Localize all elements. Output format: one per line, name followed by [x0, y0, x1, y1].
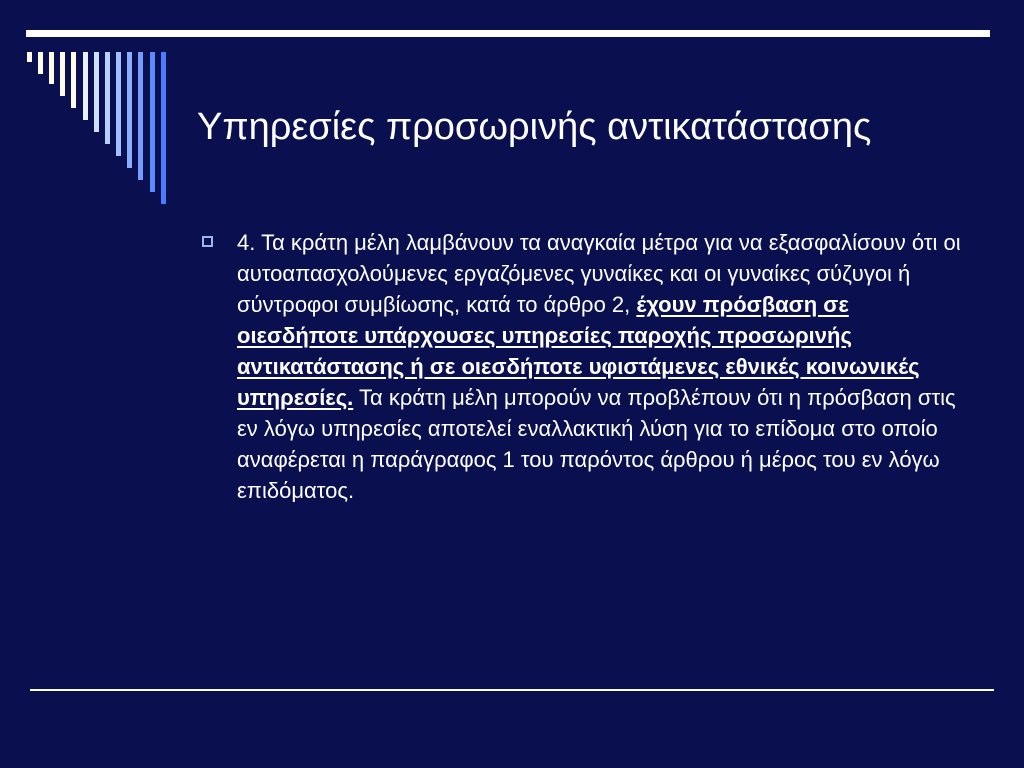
stripe — [150, 52, 155, 192]
stripe — [105, 52, 110, 144]
stripe — [71, 52, 76, 108]
stripe — [60, 52, 65, 96]
stripe — [49, 52, 54, 84]
bottom-rule — [30, 689, 994, 691]
emphasized-phrase: έχουν πρόσβαση σε οιεσδήποτε υπάρχουσες υπηρεσίες παροχής προσωρινής αντικατάστασης ή σε οιεσδήποτε υφιστάμενες εθνικές κοινωνικές υπηρεσίες. — [237, 292, 920, 410]
stripe — [116, 52, 121, 156]
slide-title: Υπηρεσίες προσωρινής αντικατάστασης — [197, 106, 872, 148]
stripe — [127, 52, 132, 168]
stripe — [38, 52, 43, 74]
stripe — [27, 52, 32, 62]
stripe — [94, 52, 99, 132]
stripe — [83, 52, 88, 120]
stripe — [138, 52, 143, 180]
bullet-paragraph — [237, 227, 972, 506]
square-bullet-icon — [202, 236, 213, 247]
decorative-stripes — [0, 0, 200, 220]
stripe — [161, 52, 166, 204]
paragraph-intro: 4. Τα κράτη μέλη λαμβάνουν τα αναγκαία μέτρα για να εξασφαλίσουν ότι οι αυτοαπασχολούμενες εργαζόμενες γυναίκες και οι γυναίκες σύζυγοι ή σύντροφοι συμβίωσης, κατά το άρθρο 2, — [237, 230, 961, 317]
paragraph-rest: Τα κράτη μέλη μπορούν να προβλέπουν ότι η πρόσβαση στις εν λόγω υπηρεσίες αποτελεί εναλλακτική λύση για το επίδομα στο οποίο αναφέρεται η παράγραφος 1 του παρόντος άρθρου ή μέρος του εν λόγω επιδόματος. — [237, 385, 956, 503]
